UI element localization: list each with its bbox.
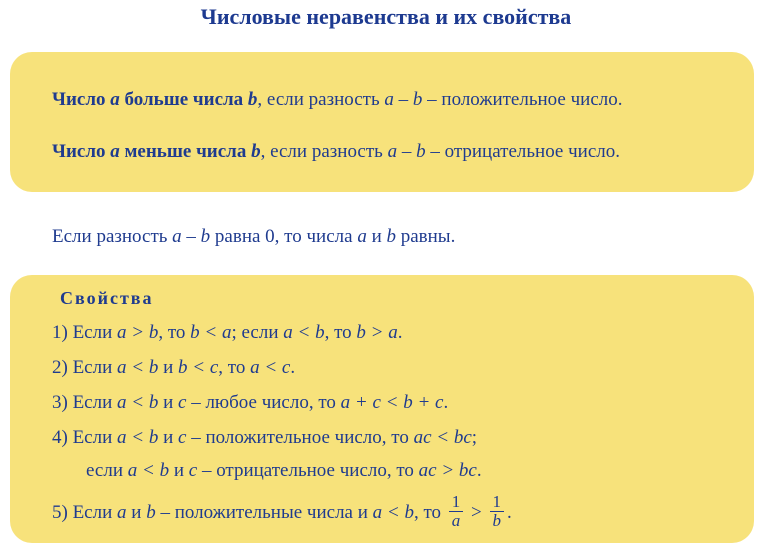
p2-t4: . (290, 357, 296, 378)
note-a2: a (357, 226, 367, 247)
frac2-denominator: b (492, 511, 502, 530)
def2-rest2: – отрицательное число. (425, 141, 620, 162)
p5-t4: , то (413, 501, 446, 523)
properties-heading: Свойства (60, 288, 154, 308)
p3-t2: и (158, 392, 179, 413)
note-t1: Если разность (52, 226, 173, 247)
def2-rest1: , если разность (260, 141, 388, 162)
p5-t5: . (507, 501, 512, 523)
p5-t3: – положительные числа и (155, 501, 373, 523)
p3-t4: . (443, 392, 449, 413)
p3-t3: – любое число, то (186, 392, 341, 413)
frac2-numerator: 1 (490, 493, 505, 512)
p1-e3: a < b (283, 322, 325, 343)
def2-minus: – (397, 141, 417, 162)
definition-greater (52, 89, 622, 111)
def1-expr-a: a (384, 89, 394, 110)
p1-e2: b < a (190, 322, 232, 343)
def1-rest2: – положительное число. (422, 89, 623, 110)
note-b: b (200, 226, 211, 247)
fraction-one-over-b (490, 493, 505, 530)
p5-t2: и (126, 501, 147, 523)
def2-b: b (251, 141, 261, 162)
p4-t3: – положительное число, то (186, 427, 414, 448)
note-t2: равна 0, то числа (210, 226, 358, 247)
p1-e1: a > b (117, 322, 159, 343)
page-title: Числовые неравенства и их свойства (200, 4, 572, 29)
property-2 (52, 357, 295, 379)
p4-e1: a < b (117, 427, 159, 448)
def1-expr-b: b (412, 89, 423, 110)
note-b2: b (386, 226, 396, 247)
p4b-t4: . (476, 460, 482, 481)
p4b-e3: ac > bc (418, 460, 477, 481)
property-5 (52, 492, 512, 532)
p4-t4: ; (471, 427, 478, 448)
p4-e3: ac < bc (413, 427, 472, 448)
p3-e3: a + c < b + c (340, 392, 444, 413)
p4b-t1: если (86, 460, 128, 481)
p4b-t2: и (169, 460, 189, 481)
p5-t1: 5) Если (52, 501, 118, 523)
p1-t4: , то (324, 322, 357, 343)
p4b-t3: – отрицательное число, то (197, 460, 419, 481)
definitions-box (10, 52, 754, 192)
p3-e1: a < b (117, 392, 159, 413)
p1-t2: , то (158, 322, 191, 343)
property-4 (52, 427, 477, 449)
note-t3: и (366, 226, 387, 247)
property-1 (52, 322, 402, 344)
p4-e2: c (178, 427, 187, 448)
property-4-continued (86, 460, 482, 482)
p4b-e2: c (188, 460, 198, 481)
def2-lead2: меньше числа (119, 141, 252, 162)
property-3 (52, 392, 448, 414)
p5-e3: a < b (372, 501, 414, 523)
def2-a: a (110, 141, 120, 162)
p4-t2: и (158, 427, 179, 448)
p4-t1: 4) Если (52, 427, 118, 448)
p2-e3: a < c (250, 357, 291, 378)
fraction-one-over-a (449, 493, 464, 530)
p5-e2: b (146, 501, 156, 523)
p2-t1: 2) Если (52, 357, 118, 378)
frac1-denominator: a (451, 511, 461, 530)
def1-minus: – (393, 89, 413, 110)
p4b-e1: a < b (127, 460, 170, 481)
p1-t5: . (397, 322, 403, 343)
def2-lead1: Число (52, 141, 111, 162)
p2-e2: b < c (178, 357, 219, 378)
frac1-numerator: 1 (449, 493, 464, 512)
def1-lead1: Число (52, 89, 111, 110)
p1-t3: ; если (231, 322, 284, 343)
p1-t1: 1) Если (52, 322, 118, 343)
note-a: a (172, 226, 182, 247)
p2-t2: и (158, 357, 179, 378)
p5-e1: a (117, 501, 127, 523)
note-minus: – (181, 226, 201, 247)
p2-e1: a < b (117, 357, 159, 378)
definition-less (52, 141, 620, 163)
def1-a: a (110, 89, 120, 110)
p5-gt: > (466, 501, 487, 523)
note-t4: равны. (395, 226, 456, 247)
def1-b: b (247, 89, 258, 110)
equality-note (52, 226, 455, 248)
def2-expr-b: b (416, 141, 426, 162)
def1-rest1: , если разность (257, 89, 385, 110)
p1-e4: b > a (356, 322, 398, 343)
p2-t3: , то (218, 357, 251, 378)
p3-e2: c (178, 392, 187, 413)
p3-t1: 3) Если (52, 392, 118, 413)
def2-expr-a: a (387, 141, 398, 162)
def1-lead2: больше числа (119, 89, 248, 110)
